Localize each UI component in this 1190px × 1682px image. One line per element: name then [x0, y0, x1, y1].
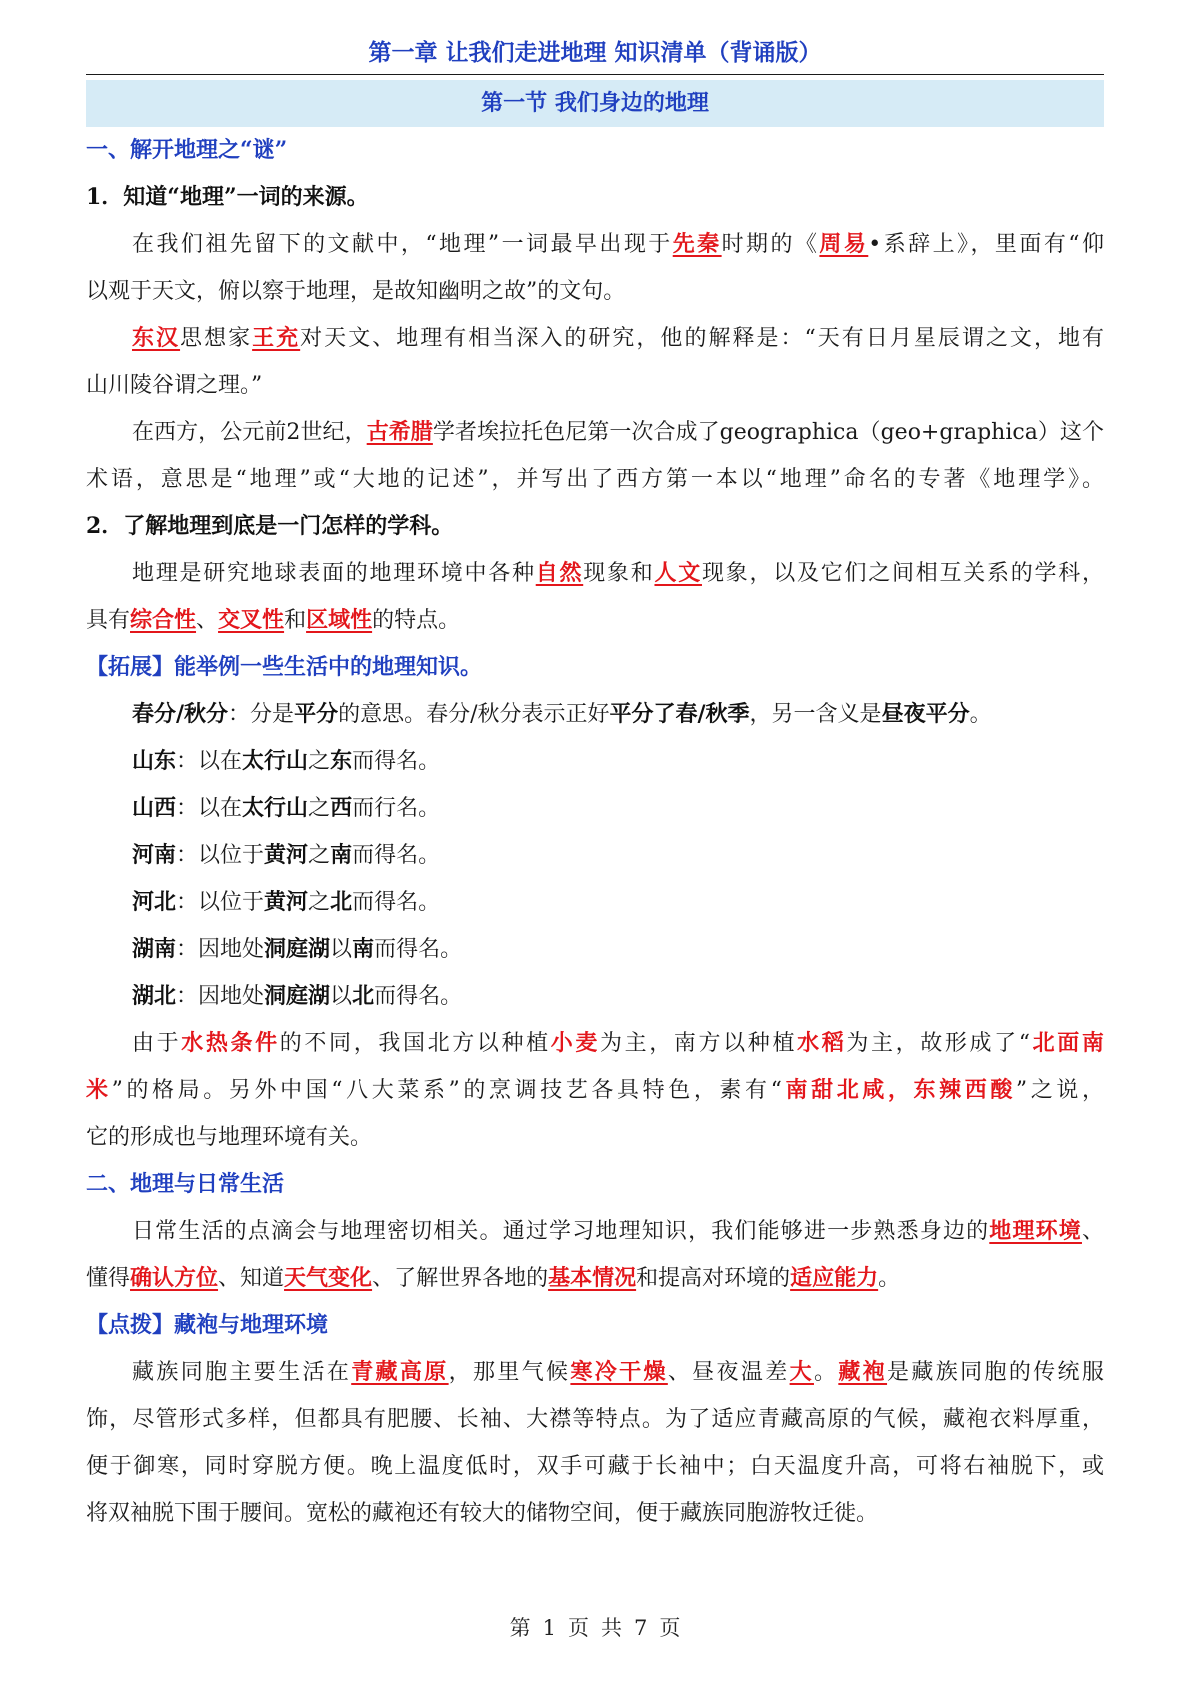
- document-title: 第一章 让我们走进地理 知识清单（背诵版）: [86, 0, 1104, 75]
- key-term: 古希腊: [366, 419, 433, 445]
- province-item: 湖南：因地处洞庭湖以南而得名。: [132, 936, 463, 962]
- key-term: 寒冷干燥: [570, 1359, 668, 1385]
- paragraph-line: 将双袖脱下围于腰间。宽松的藏袍还有较大的储物空间，便于藏族同胞游牧迁徙。: [86, 1501, 879, 1526]
- province-item: 山西：以在太行山之西而行名。: [132, 795, 441, 821]
- province-item: 河南：以位于黄河之南而得名。: [132, 842, 441, 868]
- page-number: 1: [542, 1616, 556, 1640]
- document-page: [86, 0, 1104, 1537]
- extension-item: 春分/秋分：分是平分的意思。春分/秋分表示正好平分了春/秋季，另一含义是昼夜平分。: [132, 701, 992, 727]
- province-item: 湖北：因地处洞庭湖以北而得名。: [132, 983, 463, 1009]
- paragraph-line: 以观于天文，俯以察于地理，是故知幽明之故”的文句。: [86, 279, 626, 304]
- paragraph-line: 山川陵谷谓之理。”: [86, 373, 263, 398]
- province-item: 山东：以在太行山之东而得名。: [132, 748, 441, 774]
- paragraph-line: 米”的格局。另外中国“八大菜系”的烹调技艺各具特色，素有“南甜北咸，东辣西酸”之说，: [86, 1077, 1104, 1103]
- paragraph-line: 饰，尽管形式多样，但都具有肥腰、长袖、大襟等特点。为了适应青藏高原的气候，藏袍衣料厚重，: [86, 1407, 1104, 1432]
- subheading-2: 2．了解地理到底是一门怎样的学科。: [86, 513, 454, 539]
- key-term: 藏袍: [838, 1359, 888, 1385]
- key-term: 周易: [819, 231, 869, 257]
- page-total: 7: [634, 1616, 648, 1640]
- paragraph-line: 懂得确认方位、知道天气变化、了解世界各地的基本情况和提高对环境的适应能力。: [86, 1265, 901, 1291]
- page-footer: 第 1 页 共 7 页: [509, 1616, 681, 1640]
- key-term: 人文: [654, 560, 702, 586]
- paragraph-line: 地理是研究地球表面的地理环境中各种自然现象和人文现象，以及它们之间相互关系的学科，: [132, 560, 1104, 586]
- section-title: 第一节 我们身边的地理: [86, 80, 1104, 127]
- paragraph-line: 术语，意思是“地理”或“大地的记述”，并写出了西方第一本以“地理”命名的专著《地理学》。: [86, 467, 1104, 492]
- key-term: 综合性: [130, 607, 197, 633]
- paragraph-line: 它的形成也与地理环境有关。: [86, 1125, 373, 1150]
- key-term: 南甜北咸，东辣西酸: [781, 1077, 1016, 1103]
- key-term: 自然: [535, 560, 584, 586]
- key-term: 青藏高原: [351, 1359, 449, 1385]
- province-item: 河北：以位于黄河之北而得名。: [132, 889, 441, 915]
- key-term: 北面南: [1030, 1030, 1104, 1056]
- key-term: 确认方位: [130, 1265, 219, 1291]
- key-term: 米: [86, 1077, 112, 1103]
- key-term: 王充: [252, 325, 301, 351]
- paragraph-line: 便于御寒，同时穿脱方便。晚上温度低时，双手可藏于长袖中；白天温度升高，可将右袖脱下，或: [86, 1454, 1104, 1479]
- paragraph-line: 由于水热条件的不同，我国北方以种植小麦为主，南方以种植水稻为主，故形成了“北面南: [132, 1030, 1104, 1056]
- paragraph-line: 在我们祖先留下的文献中，“地理”一词最早出现于先秦时期的《周易•系辞上》，里面有“仰: [132, 231, 1104, 257]
- paragraph-line: 东汉思想家王充对天文、地理有相当深入的研究，他的解释是：“天有日月星辰谓之文，地有: [132, 325, 1104, 351]
- key-term: 东汉: [132, 325, 181, 351]
- key-term: 适应能力: [790, 1265, 879, 1291]
- paragraph-line: 在西方，公元前2世纪，古希腊学者埃拉托色尼第一次合成了geographica（geo+graphica）这个: [132, 419, 1104, 445]
- key-term: 交叉性: [218, 607, 285, 633]
- key-term: 水稻: [797, 1030, 847, 1056]
- paragraph-line: 日常生活的点滴会与地理密切相关。通过学习地理知识，我们能够进一步熟悉身边的地理环境、: [132, 1218, 1104, 1244]
- key-term: 大: [789, 1359, 814, 1385]
- extension-heading: 【拓展】能举例一些生活中的地理知识。: [86, 654, 483, 680]
- key-term: 先秦: [672, 231, 722, 257]
- heading-part2: 二、地理与日常生活: [86, 1171, 285, 1197]
- key-term: 地理环境: [989, 1218, 1082, 1244]
- paragraph-line: 藏族同胞主要生活在青藏高原，那里气候寒冷干燥、昼夜温差大。藏袍是藏族同胞的传统服: [132, 1359, 1104, 1385]
- key-term: 基本情况: [548, 1265, 637, 1291]
- paragraph-line: 具有综合性、交叉性和区域性的特点。: [86, 607, 461, 633]
- key-term: 天气变化: [284, 1265, 373, 1291]
- subheading-1: 1．知道“地理”一词的来源。: [86, 184, 369, 210]
- key-term: 小麦: [550, 1030, 601, 1056]
- heading-part1: 一、解开地理之“谜”: [86, 137, 288, 163]
- tip-heading: 【点拨】藏袍与地理环境: [86, 1312, 329, 1338]
- key-term: 水热条件: [181, 1030, 280, 1056]
- key-term: 区域性: [306, 607, 373, 633]
